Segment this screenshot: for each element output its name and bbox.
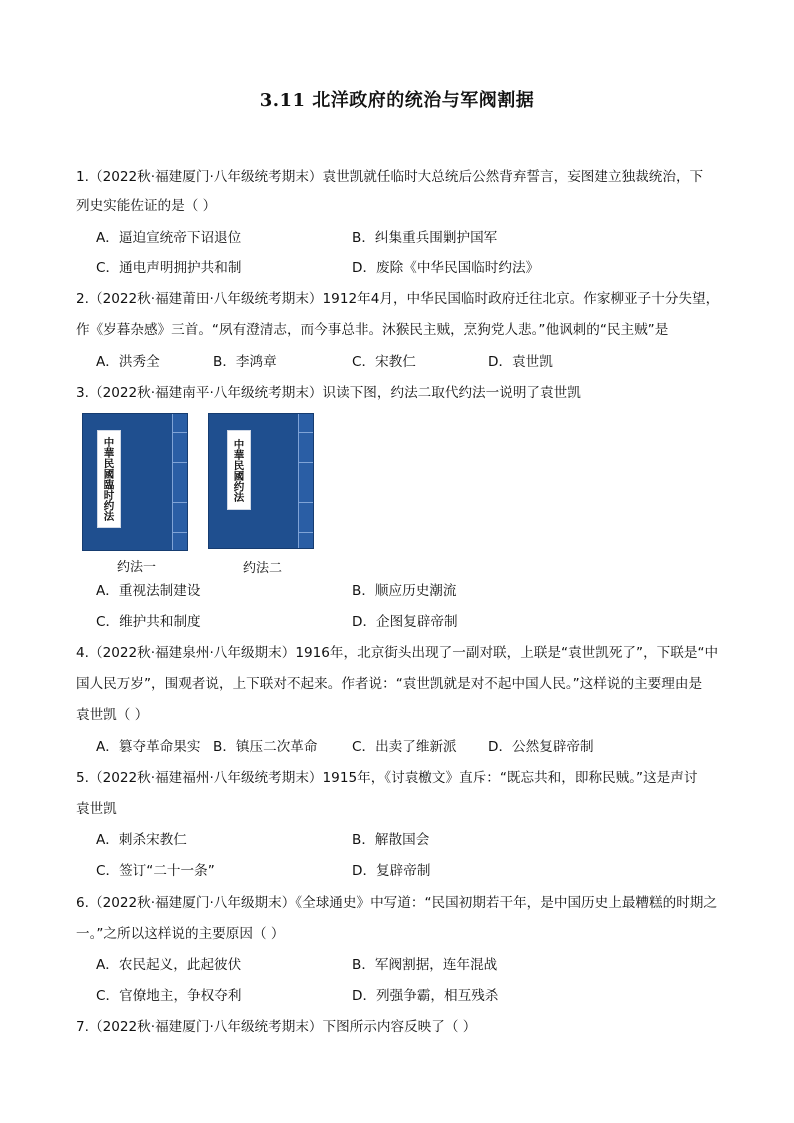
q3-option-d[interactable]: D．企图复辟帝制: [352, 614, 458, 630]
q1-line-1: 1.（2022秋·福建厦门·八年级统考期末）袁世凯就任临时大总统后公然背弃誓言，妄图建立独裁统治，下: [76, 169, 704, 185]
q6-line-1: 6.（2022秋·福建厦门·八年级期末）《全球通史》中写道：“民国初期若干年，是中国历史上最糟糕的时期之: [76, 895, 717, 911]
q3-option-a[interactable]: A．重视法制建设: [96, 583, 201, 599]
book-2-label: 中華民國约法: [227, 430, 251, 510]
q2-option-a[interactable]: A．洪秀全: [96, 354, 160, 370]
q5-option-d[interactable]: D．复辟帝制: [352, 863, 431, 879]
q5-line-2: 袁世凯: [76, 801, 117, 817]
q3-option-b[interactable]: B．顺应历史潮流: [352, 583, 457, 599]
q6-option-a[interactable]: A．农民起义，此起彼伏: [96, 957, 242, 973]
q1-line-2: 列史实能佐证的是（ ）: [76, 198, 217, 214]
q7-line-1: 7.（2022秋·福建厦门·八年级统考期末）下图所示内容反映了（ ）: [76, 1019, 477, 1035]
q4-line-3: 袁世凯（ ）: [76, 707, 149, 723]
q6-line-2: 一。”之所以这样说的主要原因（ ）: [76, 926, 285, 942]
q6-option-b[interactable]: B．军阀割据，连年混战: [352, 957, 498, 973]
q3-option-c[interactable]: C．维护共和制度: [96, 614, 201, 630]
q1-option-b[interactable]: B．纠集重兵围剿护国军: [352, 230, 498, 246]
q1-option-a[interactable]: A．逼迫宣统帝下诏退位: [96, 230, 242, 246]
page-title: 3.11 北洋政府的统治与军阀割据: [259, 90, 535, 111]
q2-line-2: 作《岁暮杂感》三首。“夙有澄清志，而今事总非。沐猴民主贼，烹狗党人悲。”他讽刺的“民主贼”是: [76, 322, 669, 338]
q2-option-d[interactable]: D．袁世凯: [488, 354, 553, 370]
q4-line-2: 国人民万岁”，围观者说，上下联对不起来。作者说：“袁世凯就是对不起中国人民。”这样说的主要理由是: [76, 676, 703, 692]
q6-option-d[interactable]: D．列强争霸，相互残杀: [352, 988, 499, 1004]
q2-option-b[interactable]: B．李鸿章: [213, 354, 277, 370]
q3-line-1: 3.（2022秋·福建南平·八年级统考期末）识读下图，约法二取代约法一说明了袁世凯: [76, 385, 581, 401]
q2-option-c[interactable]: C．宋教仁: [352, 354, 416, 370]
q5-option-b[interactable]: B．解散国会: [352, 832, 430, 848]
book-2-caption: 约法二: [243, 561, 283, 576]
q4-option-c[interactable]: C．出卖了维新派: [352, 739, 457, 755]
q1-option-c[interactable]: C．通电声明拥护共和制: [96, 260, 242, 276]
q5-line-1: 5.（2022秋·福建福州·八年级统考期末）1915年，《讨袁檄文》直斥：“既忘共和，即称民贼。”这是声讨: [76, 770, 698, 786]
q6-option-c[interactable]: C．官僚地主，争权夺利: [96, 988, 242, 1004]
q1-option-d[interactable]: D．废除《中华民国临时约法》: [352, 260, 540, 276]
q4-line-1: 4.（2022秋·福建泉州·八年级期末）1916年，北京街头出现了一副对联，上联是“袁世凯死了”，下联是“中: [76, 645, 719, 661]
q2-line-1: 2.（2022秋·福建莆田·八年级统考期末）1912年4月，中华民国临时政府迁往北京。作家柳亚子十分失望，: [76, 291, 720, 307]
q5-option-c[interactable]: C．签订“二十一条”: [96, 863, 215, 879]
book-image-2: [208, 413, 314, 549]
q5-option-a[interactable]: A．刺杀宋教仁: [96, 832, 187, 848]
q4-option-b[interactable]: B．镇压二次革命: [213, 739, 318, 755]
q4-option-a[interactable]: A．篡夺革命果实: [96, 739, 201, 755]
book-image-1: [82, 413, 188, 551]
book-1-label: 中華民國臨时约法: [97, 430, 121, 528]
q4-option-d[interactable]: D．公然复辟帝制: [488, 739, 594, 755]
book-1-caption: 约法一: [117, 560, 157, 575]
